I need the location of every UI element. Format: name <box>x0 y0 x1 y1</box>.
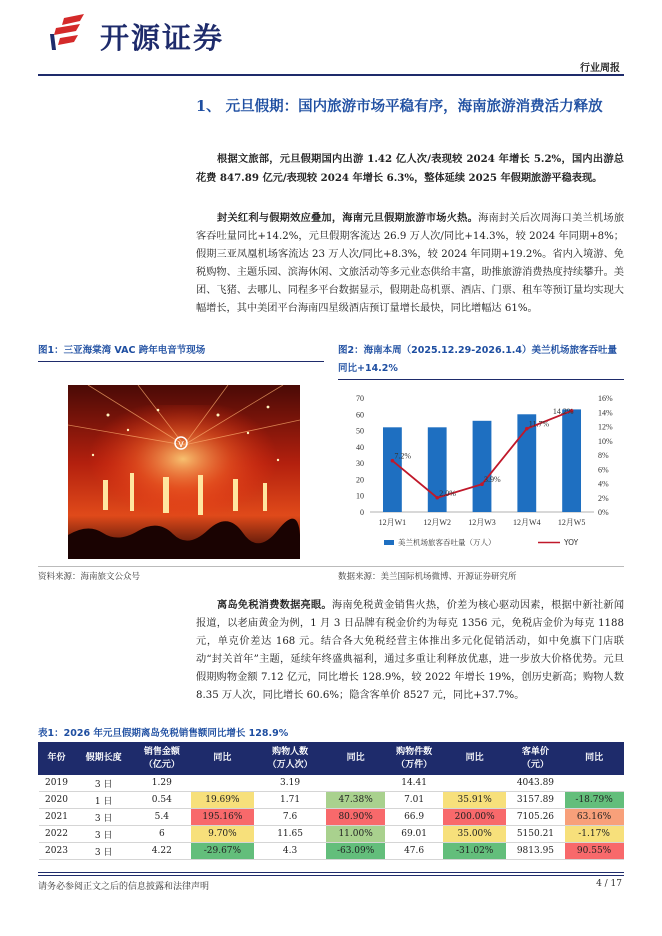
table-row <box>39 809 624 826</box>
table-cell: 1 日 <box>75 792 133 809</box>
table-header-row <box>39 743 624 775</box>
chart-bar <box>473 421 492 512</box>
x-axis-tick-label: 12月W1 <box>378 518 407 527</box>
table-cell: 4.22 <box>133 843 191 860</box>
yoy-data-label: 14.2% <box>552 406 574 416</box>
paragraph-tourism-summary <box>196 150 624 188</box>
yoy-data-label: 2.0% <box>439 488 456 498</box>
table-cell: 9813.95 <box>506 843 565 860</box>
table-header-cell: 同比 <box>565 743 624 775</box>
x-axis-tick-label: 12月W4 <box>513 518 541 527</box>
paragraph-lead: 根据文旅部，元旦假期国内出游 1.42 亿人次/表现较 2024 年增长 5.2%，国内出游总花费 847.89 亿元/表现较 2024 年增长 6.3%，整体延续 2025 年假期旅游平稳表现。 <box>196 153 624 184</box>
footer-disclaimer: 请务必参阅正文之后的信息披露和法律声明 <box>38 882 210 892</box>
table-cell: 7.01 <box>385 792 443 809</box>
right-axis-tick-label: 12% <box>598 422 613 432</box>
table-cell <box>191 775 254 792</box>
left-axis-tick-label: 10 <box>356 491 364 501</box>
concert-photo <box>68 385 300 559</box>
table-cell <box>443 775 506 792</box>
table-row <box>39 826 624 843</box>
table-cell: 7105.26 <box>506 809 565 826</box>
table-cell: 1.71 <box>254 792 326 809</box>
table-cell <box>326 775 385 792</box>
table-cell: 90.55% <box>565 843 624 860</box>
right-axis-tick-label: 10% <box>598 436 613 446</box>
paragraph-body: 海南封关后次周海口美兰机场旅客吞吐量同比+14.2%，元旦假期客流达 26.9 万人次/同比+14.3%，较 2024 年同期+8%；假期三亚凤凰机场客流达 23 万人次/同比+8.3%，较 2024 年同期+19.2%。省内入境游、免税购物、主题乐园、滨海休闲、文旅活动等多元业态供给丰富，助推旅游消费热度持续攀升。美团、飞猪、去哪儿、同程多平台数据显示，假期赴岛机票、酒店、门票、租车等预订量均实现大幅增长，其中美团平台海南四星级酒店预订量增长最快，同比增幅达 61%。 <box>196 213 625 314</box>
figure1-caption: 图1：三亚海棠湾 VAC 跨年电音节现场 <box>38 345 206 356</box>
yoy-data-label: 7.2% <box>394 451 412 461</box>
legend-line-label: YOY <box>564 538 579 547</box>
header-divider <box>38 74 624 76</box>
table-cell: 4.3 <box>254 843 326 860</box>
table-cell: 3 日 <box>75 843 133 860</box>
table-cell: -1.17% <box>565 826 624 843</box>
section-heading: 1、 元旦假期：国内旅游市场平稳有序，海南旅游消费活力释放 <box>196 98 603 115</box>
table-bottom-rule <box>38 872 624 873</box>
right-axis-tick-label: 4% <box>598 479 609 489</box>
yoy-data-label: 3.9% <box>484 475 501 485</box>
table-header-cell: 年份 <box>39 743 75 775</box>
table-cell: 2020 <box>39 792 75 809</box>
figure1-source: 资料来源：海南旅文公众号 <box>38 572 141 582</box>
table-cell: 63.16% <box>565 809 624 826</box>
duty-free-table <box>38 742 624 860</box>
table-cell: 7.6 <box>254 809 326 826</box>
paragraph-lead: 离岛免税消费数据亮眼。 <box>217 599 332 611</box>
table-cell: 3 日 <box>75 775 133 792</box>
table-header-cell: 销售金额 （亿元） <box>133 743 191 775</box>
paragraph-duty-free <box>196 596 624 705</box>
table-cell: 69.01 <box>385 826 443 843</box>
table-cell: 80.90% <box>326 809 385 826</box>
table-cell: 11.65 <box>254 826 326 843</box>
right-axis-tick-label: 8% <box>598 451 609 460</box>
table-cell: 2021 <box>39 809 75 826</box>
table-cell: 0.54 <box>133 792 191 809</box>
right-axis-tick-label: 14% <box>598 408 613 418</box>
table-cell: 195.16% <box>191 809 254 826</box>
table-cell: 3157.89 <box>506 792 565 809</box>
chart-bar <box>562 409 581 512</box>
table-cell: 66.9 <box>385 809 443 826</box>
right-axis-tick-label: 16% <box>598 394 613 403</box>
table-cell: 2023 <box>39 843 75 860</box>
table-header-cell: 同比 <box>326 743 385 775</box>
left-axis-tick-label: 20 <box>356 475 364 485</box>
brand-name: 开源证券 <box>100 21 225 55</box>
table-cell: -63.09% <box>326 843 385 860</box>
table-cell: 14.41 <box>385 775 443 792</box>
table-header-cell: 购物件数 （万件） <box>385 743 443 775</box>
x-axis-tick-label: 12月W3 <box>468 518 496 527</box>
left-axis-tick-label: 40 <box>356 442 364 452</box>
paragraph-body: 海南免税黄金销售火热，价差为核心驱动因素，根据中新社新闻报道，以老庙黄金为例，1 月 3 日品牌有税金价约为每克 1356 元，免税店金价为每克 1188 元，单克价差达 168 元。结合各大免税经营主体推出多元化促销活动，如中免旗下门店联动“封关首年”主题，延续年终盛典福利，通过多重让利释放优惠，进一步放大价格优势。元旦假期购物金额 7.12 亿元，同比增长 128.9%，较 2022 年增长 19%，创历史新高；购物人数 8.35 万人次，同比增长 60.6%；隐含客单价 8527 元，同比+37.7%。 <box>196 600 625 701</box>
table-header-cell: 同比 <box>443 743 506 775</box>
chart-bar <box>383 427 402 512</box>
legend-bar-label: 美兰机场旅客吞吐量（万人） <box>398 538 496 547</box>
table-cell: 2019 <box>39 775 75 792</box>
table-cell: 19.69% <box>191 792 254 809</box>
table-row <box>39 775 624 792</box>
right-axis-tick-label: 0% <box>598 508 609 517</box>
left-axis-tick-label: 60 <box>356 410 364 420</box>
x-axis-tick-label: 12月W2 <box>423 518 451 527</box>
table-cell: 4043.89 <box>506 775 565 792</box>
table-header-cell: 购物人数 （万人次） <box>254 743 326 775</box>
left-axis-tick-label: 30 <box>356 459 364 469</box>
page-number: 4 / 17 <box>596 879 622 889</box>
table-cell: 2022 <box>39 826 75 843</box>
source-divider <box>38 566 624 567</box>
report-type-label: 行业周报 <box>580 63 620 74</box>
figure1-caption-rule <box>38 361 324 362</box>
paragraph-hainan-tourism <box>196 209 624 318</box>
legend-bar-swatch <box>384 540 394 545</box>
table-cell <box>565 775 624 792</box>
table-row <box>39 792 624 809</box>
right-axis-tick-label: 6% <box>598 465 609 475</box>
left-axis-tick-label: 50 <box>356 426 364 436</box>
table-cell: -29.67% <box>191 843 254 860</box>
table-header-cell: 假期长度 <box>75 743 133 775</box>
table-cell: 35.91% <box>443 792 506 809</box>
table-cell: 6 <box>133 826 191 843</box>
footer-divider <box>38 875 624 876</box>
figure2-source: 数据来源：美兰国际机场微博、开源证券研究所 <box>338 572 517 582</box>
table-header-cell: 同比 <box>191 743 254 775</box>
left-axis-tick-label: 0 <box>360 508 364 517</box>
table-cell: 5150.21 <box>506 826 565 843</box>
paragraph-lead: 封关红利与假期效应叠加，海南元旦假期旅游市场火热。 <box>217 212 479 224</box>
table-cell: -18.79% <box>565 792 624 809</box>
table-cell: 3.19 <box>254 775 326 792</box>
x-axis-tick-label: 12月W5 <box>557 518 586 527</box>
left-axis-tick-label: 70 <box>356 394 364 403</box>
right-axis-tick-label: 2% <box>598 493 609 503</box>
table-cell: 1.29 <box>133 775 191 792</box>
table-caption: 表1：2026 年元旦假期离岛免税销售额同比增长 128.9% <box>38 728 289 739</box>
table-cell: 5.4 <box>133 809 191 826</box>
brand-logo-icon <box>50 14 90 50</box>
yoy-data-label: 11.7% <box>528 419 550 429</box>
table-header-cell: 客单价 （元） <box>506 743 565 775</box>
figure2-caption: 图2：海南本周（2025.12.29-2026.1.4）美兰机场旅客吞吐量同比+14.2% <box>338 345 618 374</box>
table-cell: 9.70% <box>191 826 254 843</box>
table-row <box>39 843 624 860</box>
table-cell: -31.02% <box>443 843 506 860</box>
airport-passenger-chart <box>338 384 628 556</box>
svg-text:V: V <box>178 440 184 449</box>
table-cell: 47.6 <box>385 843 443 860</box>
table-cell: 35.00% <box>443 826 506 843</box>
table-cell: 11.00% <box>326 826 385 843</box>
figure2-caption-rule <box>338 379 624 380</box>
table-cell: 3 日 <box>75 809 133 826</box>
table-cell: 3 日 <box>75 826 133 843</box>
table-cell: 200.00% <box>443 809 506 826</box>
table-cell: 47.38% <box>326 792 385 809</box>
